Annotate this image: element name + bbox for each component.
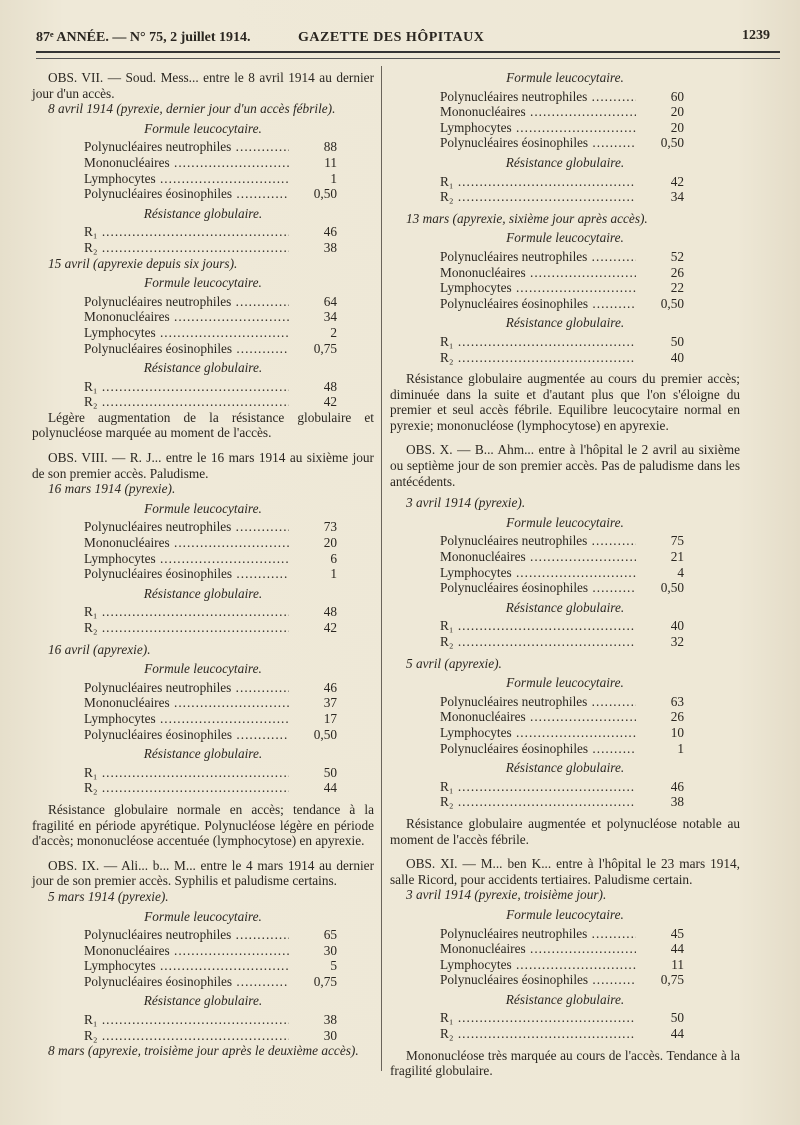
table-row: Polynucléaires éosinophiles ..... 1 <box>84 566 374 582</box>
journal-title: GAZETTE DES HÔPITAUX <box>298 30 485 45</box>
table-row: R₂ ..... 44 <box>84 780 374 796</box>
table-row: Polynucléaires neutrophiles ..... 46 <box>84 680 374 696</box>
table-row: R₁ ..... 50 <box>440 1010 740 1026</box>
table-row: Polynucléaires neutrophiles ..... 45 <box>440 926 740 942</box>
table-row: Mononucléaires ..... 26 <box>440 265 740 281</box>
table-row: R₁ ..... 48 <box>84 604 374 620</box>
formule-table <box>440 926 740 988</box>
resistance-table <box>440 174 740 205</box>
obs9-date-2: 8 mars (apyrexie, troisième jour après le deuxième accès). <box>48 1043 359 1059</box>
page-number: 1239 <box>742 28 770 43</box>
formule-title: Formule leucocytaire. <box>144 500 262 516</box>
formule-title: Formule leucocytaire. <box>506 675 624 691</box>
formule-table <box>440 249 740 311</box>
table-row: Lymphocytes ..... 1 <box>84 171 374 187</box>
table-row: Polynucléaires neutrophiles ..... 88 <box>84 139 374 155</box>
resistance-table <box>440 618 740 649</box>
table-row: Lymphocytes ..... 2 <box>84 325 374 341</box>
resistance-title: Résistance globulaire. <box>505 599 625 615</box>
obs7-date-1: 8 avril 1914 (pyrexie, dernier jour d'un accès fébrile). <box>48 101 336 117</box>
table-row: Polynucléaires éosinophiles ..... 0,50 <box>440 296 740 312</box>
column-divider <box>381 66 382 1071</box>
table-row: Mononucléaires ..... 34 <box>84 309 374 325</box>
table-row: R₁ ..... 42 <box>440 174 740 190</box>
table-row: R₂ ..... 30 <box>84 1028 374 1044</box>
obs9-date-3: 13 mars (apyrexie, sixième jour après accès). <box>406 210 648 226</box>
obs9-conclusion: Résistance globulaire augmentée au cours du premier accès; diminuée dans la suite et d'autant plus que l'on s'éloigne du premier et seul accès fébrile. Equilibre leucocytaire normal en pyrexie; mononucléose (lymphocytose) en apyrexie. <box>390 371 740 433</box>
formule-table <box>440 694 740 756</box>
table-row: R₂ ..... 38 <box>84 240 374 256</box>
resistance-title: Résistance globulaire. <box>143 746 263 762</box>
resistance-title: Résistance globulaire. <box>505 315 625 331</box>
resistance-title: Résistance globulaire. <box>143 205 263 221</box>
table-row: Mononucléaires ..... 20 <box>440 104 740 120</box>
obs11-intro: OBS. XI. — M... ben K... entre à l'hôpital le 23 mars 1914, salle Ricord, pour accidents tertiaires. Paludisme certain. <box>390 856 740 887</box>
obs11-conclusion: Mononucléose très marquée au cours de l'accès. Tendance à la fragilité globulaire. <box>390 1047 740 1079</box>
table-row: Polynucléaires éosinophiles ..... 0,50 <box>84 727 374 743</box>
formule-title: Formule leucocytaire. <box>144 120 262 136</box>
formule-table <box>84 294 374 356</box>
resistance-table <box>84 379 374 410</box>
table-row: Polynucléaires neutrophiles ..... 52 <box>440 249 740 265</box>
table-row: Lymphocytes ..... 17 <box>84 711 374 727</box>
obs8-date-1: 16 mars 1914 (pyrexie). <box>48 481 176 497</box>
table-row: R₁ ..... 46 <box>440 779 740 795</box>
table-row: R₁ ..... 50 <box>440 334 740 350</box>
resistance-table <box>440 1010 740 1041</box>
table-row: R₂ ..... 34 <box>440 189 740 205</box>
resistance-table <box>84 765 374 796</box>
obs10-intro: OBS. X. — B... Ahm... entre à l'hôpital le 2 avril au sixième ou septième jour de son premier accès. Pas de paludisme dans les antécédents. <box>390 442 740 489</box>
table-row: R₂ ..... 32 <box>440 634 740 650</box>
table-row: Lymphocytes ..... 11 <box>440 957 740 973</box>
formule-table <box>84 927 374 989</box>
table-row: Mononucléaires ..... 21 <box>440 549 740 565</box>
formule-table <box>84 519 374 581</box>
table-row: R₂ ..... 42 <box>84 394 374 410</box>
table-row: Polynucléaires éosinophiles ..... 0,75 <box>440 972 740 988</box>
formule-table <box>84 139 374 201</box>
resistance-title: Résistance globulaire. <box>505 154 625 170</box>
obs9-intro: OBS. IX. — Ali... b... M... entre le 4 mars 1914 au dernier jour de son premier accès. Syphilis et paludisme certains. <box>32 857 374 889</box>
table-row: R₁ ..... 46 <box>84 224 374 240</box>
resistance-table <box>84 224 374 255</box>
table-row: Mononucléaires ..... 20 <box>84 535 374 551</box>
resistance-title: Résistance globulaire. <box>143 360 263 376</box>
resistance-title: Résistance globulaire. <box>143 993 263 1009</box>
header-rule-thin <box>36 58 780 59</box>
formule-table <box>440 533 740 595</box>
table-row: Lymphocytes ..... 20 <box>440 120 740 136</box>
obs10-conclusion: Résistance globulaire augmentée et polynucléose notable au moment de l'accès fébrile. <box>390 815 740 847</box>
obs10-date-1: 3 avril 1914 (pyrexie). <box>406 495 526 511</box>
table-row: Polynucléaires éosinophiles ..... 0,50 <box>440 580 740 596</box>
table-row: Lymphocytes ..... 4 <box>440 565 740 581</box>
obs7-intro: OBS. VII. — Soud. Mess... entre le 8 avril 1914 au dernier jour d'un accès. <box>32 70 374 101</box>
table-row: Polynucléaires neutrophiles ..... 75 <box>440 533 740 549</box>
table-row: R₂ ..... 44 <box>440 1026 740 1042</box>
formule-title: Formule leucocytaire. <box>144 661 262 677</box>
formule-title: Formule leucocytaire. <box>144 908 262 924</box>
obs7-conclusion: Légère augmentation de la résistance globulaire et polynucléose marquée au moment de l'accès. <box>32 409 374 441</box>
resistance-table <box>440 779 740 810</box>
table-row: Polynucléaires neutrophiles ..... 65 <box>84 927 374 943</box>
table-row: Mononucléaires ..... 44 <box>440 941 740 957</box>
table-row: Mononucléaires ..... 30 <box>84 943 374 959</box>
obs9-date-1: 5 mars 1914 (pyrexie). <box>48 888 169 904</box>
table-row: R₂ ..... 40 <box>440 350 740 366</box>
formule-title: Formule leucocytaire. <box>144 275 262 291</box>
table-row: R₁ ..... 48 <box>84 379 374 395</box>
table-row: Polynucléaires neutrophiles ..... 73 <box>84 519 374 535</box>
obs8-date-2: 16 avril (apyrexie). <box>48 641 151 657</box>
table-row: Polynucléaires éosinophiles ..... 1 <box>440 741 740 757</box>
table-row: Lymphocytes ..... 10 <box>440 725 740 741</box>
resistance-title: Résistance globulaire. <box>505 991 625 1007</box>
formule-title: Formule leucocytaire. <box>506 906 624 922</box>
left-column <box>32 70 374 1059</box>
right-column <box>390 70 740 1079</box>
table-row: Polynucléaires neutrophiles ..... 60 <box>440 89 740 105</box>
table-row: Polynucléaires neutrophiles ..... 64 <box>84 294 374 310</box>
resistance-table <box>84 1012 374 1043</box>
obs10-date-2: 5 avril (apyrexie). <box>406 655 502 671</box>
formule-table <box>84 680 374 742</box>
table-row: R₂ ..... 38 <box>440 794 740 810</box>
table-row: Polynucléaires éosinophiles ..... 0,50 <box>440 135 740 151</box>
header-rule <box>36 51 780 53</box>
table-row: Mononucléaires ..... 26 <box>440 709 740 725</box>
resistance-table <box>84 604 374 635</box>
table-row: Mononucléaires ..... 11 <box>84 155 374 171</box>
formule-title: Formule leucocytaire. <box>506 514 624 530</box>
table-row: R₁ ..... 40 <box>440 618 740 634</box>
obs7-date-2: 15 avril (apyrexie depuis six jours). <box>48 255 238 271</box>
resistance-title: Résistance globulaire. <box>505 760 625 776</box>
table-row: Lymphocytes ..... 6 <box>84 551 374 567</box>
resistance-table <box>440 334 740 365</box>
table-row: R₁ ..... 50 <box>84 765 374 781</box>
formule-table <box>440 89 740 151</box>
issue-info: 87ᵉ ANNÉE. — N° 75, 2 juillet 1914. <box>36 30 251 45</box>
table-row: Polynucléaires neutrophiles ..... 63 <box>440 694 740 710</box>
table-row: R₂ ..... 42 <box>84 620 374 636</box>
obs8-intro: OBS. VIII. — R. J... entre le 16 mars 1914 au sixième jour de son premier accès. Paludisme. <box>32 450 374 481</box>
resistance-title: Résistance globulaire. <box>143 585 263 601</box>
table-row: Lymphocytes ..... 22 <box>440 280 740 296</box>
table-row: Polynucléaires éosinophiles ..... 0,75 <box>84 974 374 990</box>
obs11-date-1: 3 avril 1914 (pyrexie, troisième jour). <box>406 887 607 903</box>
table-row: R₁ ..... 38 <box>84 1012 374 1028</box>
table-row: Polynucléaires éosinophiles ..... 0,75 <box>84 341 374 357</box>
table-row: Lymphocytes ..... 5 <box>84 958 374 974</box>
formule-title: Formule leucocytaire. <box>506 70 624 85</box>
formule-title: Formule leucocytaire. <box>506 230 624 246</box>
page-header <box>36 28 770 52</box>
table-row: Polynucléaires éosinophiles ..... 0,50 <box>84 186 374 202</box>
obs8-conclusion: Résistance globulaire normale en accès; tendance à la fragilité en période apyrétique. Polynucléose légère en période d'accès; mononucléose accentuée (lymphocytose) en apyrexie. <box>32 801 374 849</box>
table-row: Mononucléaires ..... 37 <box>84 695 374 711</box>
